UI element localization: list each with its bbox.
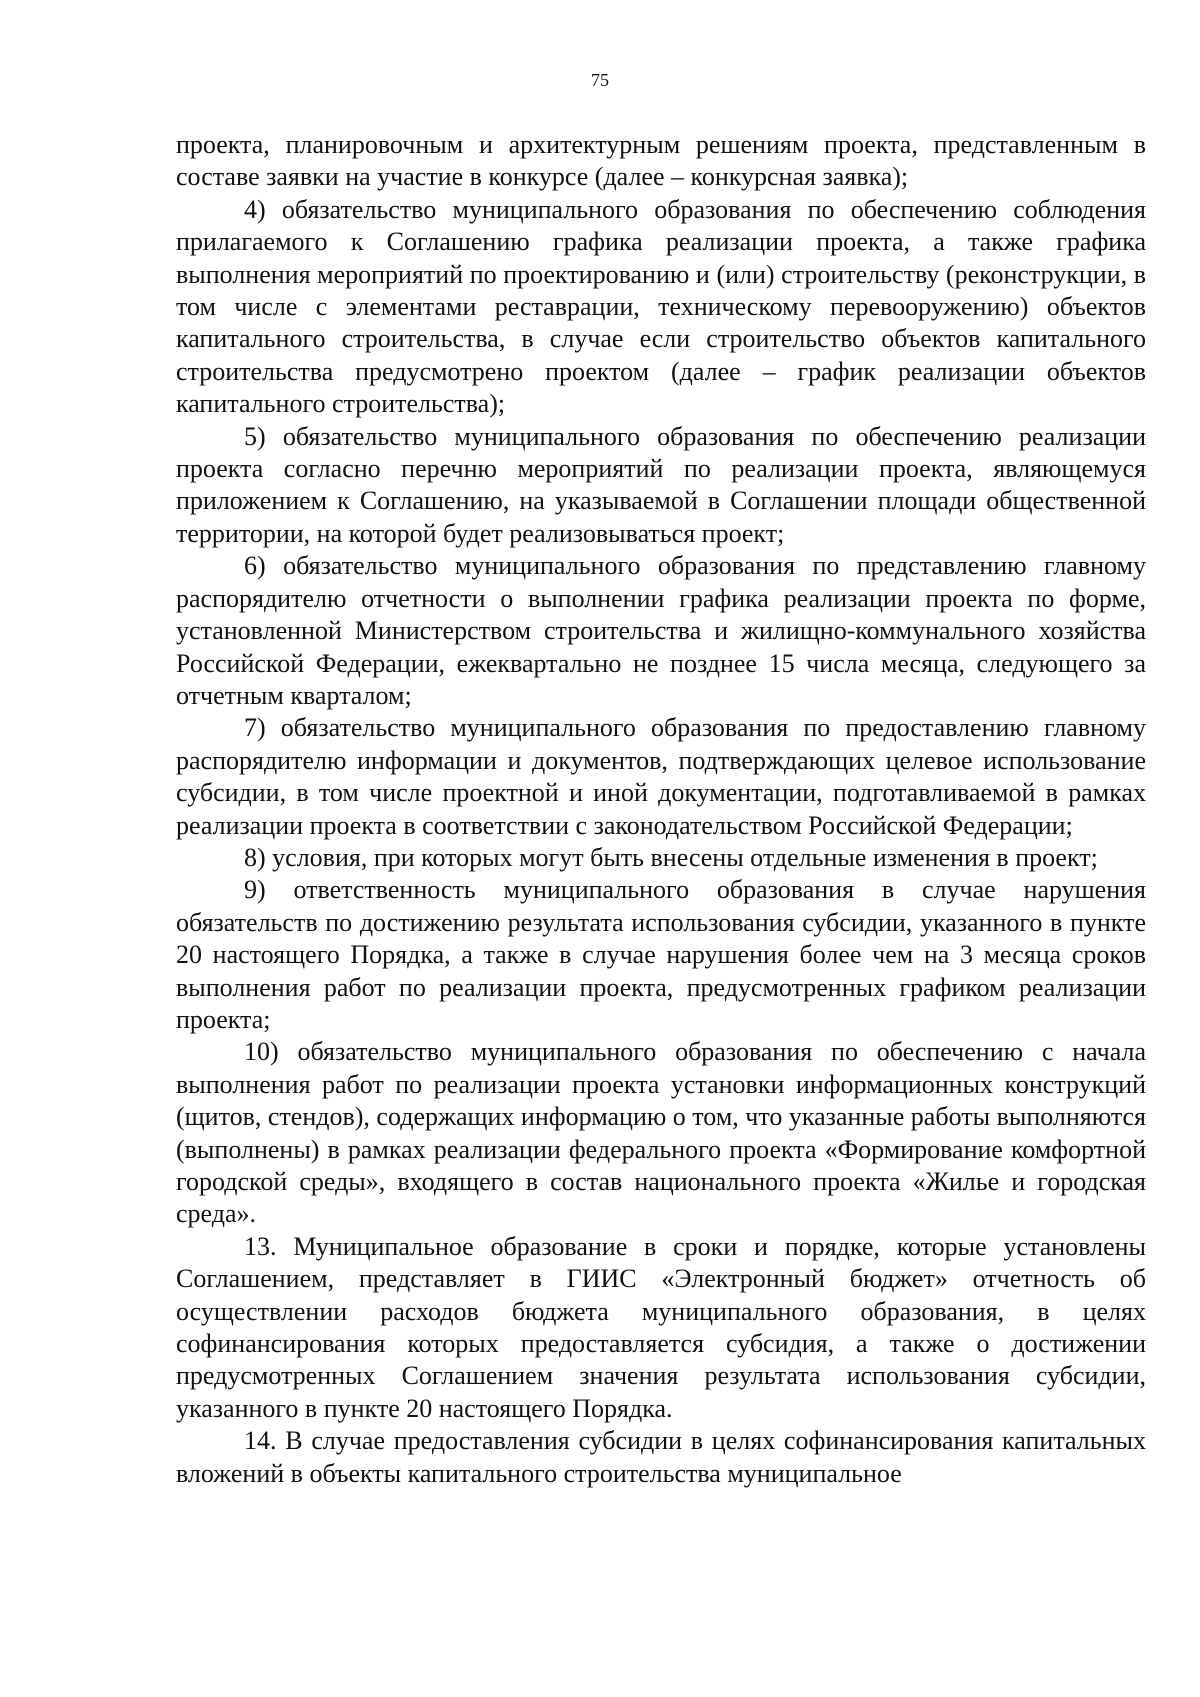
paragraph-item-6: 6) обязательство муниципального образования по представлению главному распорядителю отчетности о выполнении графика реализации проекта по форме, установленной Министерством строительства и жилищно-коммунального хозяйства Российской Федерации, ежеквартально не позднее 15 числа месяца, следующего за отчетным кварталом; <box>176 551 1146 710</box>
paragraph-item-4: 4) обязательство муниципального образования по обеспечению соблюдения прилагаемого к Соглашению графика реализации проекта, а также графика выполнения мероприятий по проектированию и (или) строительству (реконструкции, в том числе с элементами реставрации, техническому перевооружению) объектов капитального строительства, в случае если строительство объектов капитального строительства предусмотрено проектом (далее – график реализации объектов капитального строительства); <box>176 194 1146 419</box>
paragraph-item-5: 5) обязательство муниципального образования по обеспечению реализации проекта согласно перечню мероприятий по реализации проекта, являющемуся приложением к Соглашению, на указываемой в Соглашении площади общественной территории, на которой будет реализовываться проект; <box>176 421 1146 548</box>
document-body <box>176 129 1146 1490</box>
paragraph-item-10: 10) обязательство муниципального образования по обеспечению с начала выполнения работ по реализации проекта установки информационных конструкций (щитов, стендов), содержащих информацию о том, что указанные работы выполняются (выполнены) в рамках реализации федерального проекта «Формирование комфортной городской среды», входящего в состав национального проекта «Жилье и городская среда». <box>176 1037 1146 1229</box>
paragraph-item-7: 7) обязательство муниципального образования по предоставлению главному распорядителю информации и документов, подтверждающих целевое использование субсидии, в том числе проектной и иной документации, подготавливаемой в рамках реализации проекта в соответствии с законодательством Российской Федерации; <box>176 713 1146 840</box>
paragraph-section-13: 13. Муниципальное образование в сроки и порядке, которые установлены Соглашением, представляет в ГИИС «Электронный бюджет» отчетность об осуществлении расходов бюджета муниципального образования, в целях софинансирования которых предоставляется субсидия, а также о достижении предусмотренных Соглашением значения результата использования субсидии, указанного в пункте 20 настоящего Порядка. <box>176 1231 1146 1423</box>
paragraph-item-9: 9) ответственность муниципального образования в случае нарушения обязательств по достижению результата использования субсидии, указанного в пункте 20 настоящего Порядка, а также в случае нарушения более чем на 3 месяца сроков выполнения работ по реализации проекта, предусмотренных графиком реализации проекта; <box>176 875 1146 1034</box>
paragraph-section-14: 14. В случае предоставления субсидии в целях софинансирования капитальных вложений в объекты капитального строительства муниципальное <box>176 1426 1146 1488</box>
page-number: 75 <box>591 70 609 90</box>
paragraph-continuation: проекта, планировочным и архитектурным решениям проекта, представленным в составе заявки на участие в конкурсе (далее – конкурсная заявка); <box>176 130 1146 192</box>
paragraph-item-8: 8) условия, при которых могут быть внесены отдельные изменения в проект; <box>244 842 1098 872</box>
